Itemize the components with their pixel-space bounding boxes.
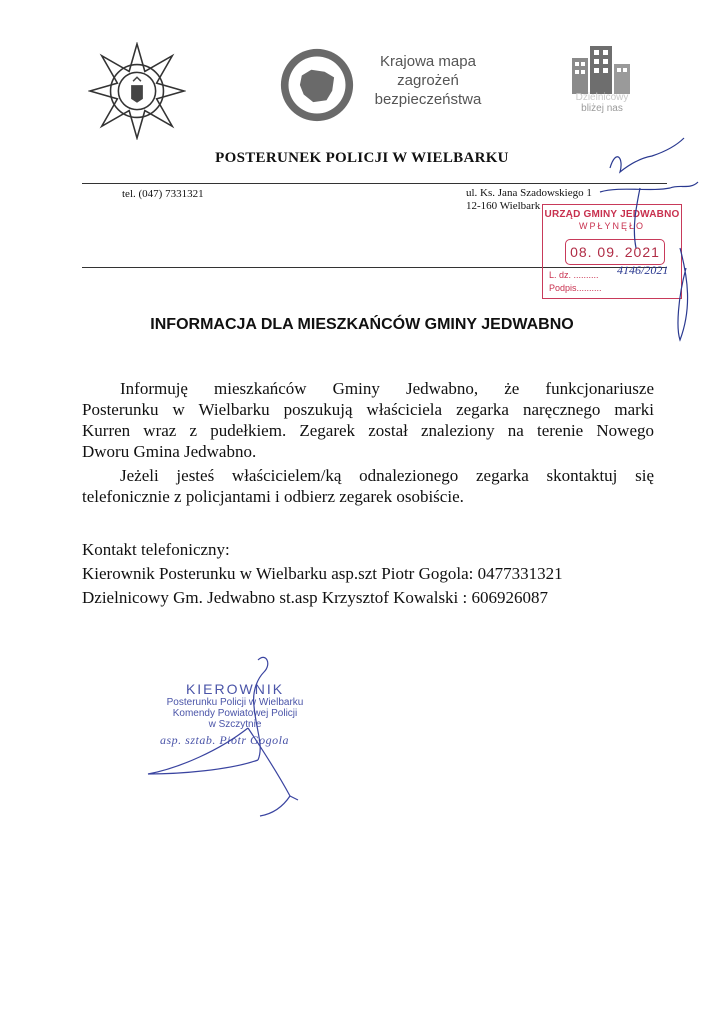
- station-address-line2: 12-160 Wielbark: [466, 200, 541, 212]
- stamp-date: 08. 09. 2021: [565, 239, 665, 265]
- contact-label: Kontakt telefoniczny:: [82, 540, 230, 559]
- signature-title: KIEROWNIK: [185, 681, 285, 697]
- dzielnicowy-line: bliżej nas: [581, 103, 623, 114]
- buildings-icon: [570, 44, 632, 94]
- handwritten-annotation: [580, 128, 710, 348]
- poland-map-logo: [279, 47, 355, 123]
- map-logo-line: zagrożeń: [397, 72, 459, 89]
- paragraph-line: Posterunku w Wielbarku poszukują właściciela zegarka naręcznego marki: [82, 400, 654, 419]
- map-logo-text: [368, 52, 488, 109]
- paragraph-line: Kurren wraz z pudełkiem. Zegarek został znaleziony na terenie Nowego: [82, 421, 654, 440]
- dzielnicowy-line: Dzielnicowy: [575, 92, 629, 103]
- paragraph-line: telefonicznie z policjantami i odbierz zegarek osobiście.: [82, 487, 464, 506]
- paragraph-2: [82, 465, 654, 507]
- paragraph-1: [82, 378, 654, 462]
- signature-line: Komendy Powiatowej Policji: [172, 708, 298, 719]
- paragraph-line: Dworu Gmina Jedwabno.: [82, 442, 257, 461]
- dzielnicowy-text: [562, 92, 642, 114]
- signature-line: w Szczytnie: [208, 719, 262, 730]
- stamp-title: URZĄD GMINY JEDWABNO: [544, 209, 680, 220]
- contact-block: [82, 538, 563, 610]
- document-title: INFORMACJA DLA MIESZKAŃCÓW GMINY JEDWABNO: [150, 316, 574, 333]
- stamp-ldz-value: 4146/2021: [617, 263, 669, 277]
- contact-line: Kierownik Posterunku w Wielbarku asp.szt Piotr Gogola: 0477331321: [82, 564, 563, 583]
- signature-line: Posterunku Policji w Wielbarku: [166, 697, 304, 708]
- station-phone: tel. (047) 7331321: [122, 188, 204, 200]
- paragraph-line: Jeżeli jesteś właścicielem/ką odnalezionego zegarka skontaktuj się: [120, 466, 654, 485]
- stamp-podpis-label: Podpis..........: [549, 283, 602, 293]
- handwritten-signature: [140, 650, 340, 820]
- paragraph-line: Informuję mieszkańców Gminy Jedwabno, że funkcjonariusze: [120, 379, 654, 398]
- station-address-line1: ul. Ks. Jana Szadowskiego 1: [466, 187, 592, 199]
- signature-name: asp. sztab. Piotr Gogola: [160, 733, 290, 747]
- map-logo-line: Krajowa mapa: [380, 53, 476, 70]
- station-name: POSTERUNEK POLICJI W WIELBARKU: [215, 150, 509, 166]
- stamp-subtitle: WPŁYNĘŁO: [578, 221, 645, 231]
- police-star-logo: [88, 42, 186, 140]
- stamp-ldz-label: L. dz. ..........: [549, 270, 599, 280]
- contact-line: Dzielnicowy Gm. Jedwabno st.asp Krzysztof Kowalski : 606926087: [82, 588, 549, 607]
- map-logo-line: bezpieczeństwa: [374, 91, 482, 108]
